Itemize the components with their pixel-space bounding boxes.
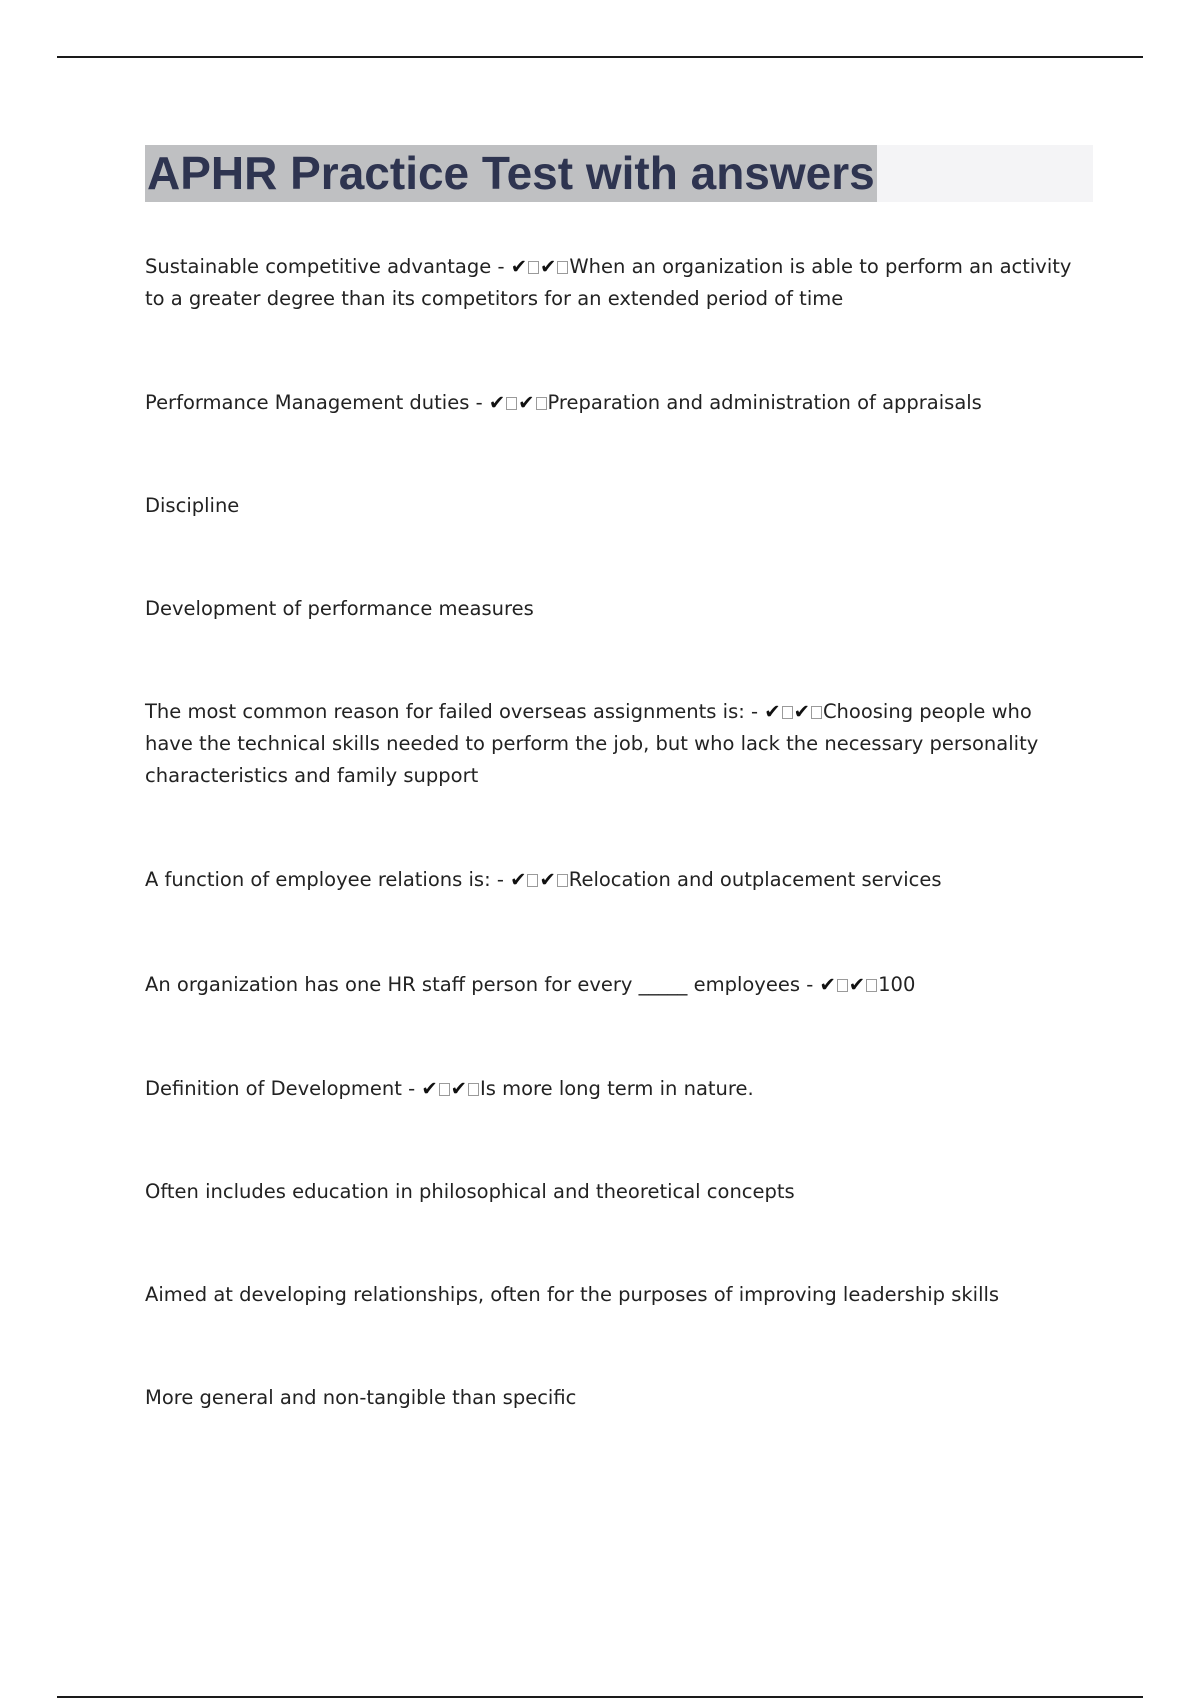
check-icon: ✔	[539, 868, 556, 891]
question-term: An organization has one HR staff person for every _____ employees -	[145, 973, 820, 996]
placeholder-box-icon	[506, 397, 517, 410]
answer-text: Choosing people who have the technical skills needed to perform the job, but who lack the necessary personality characteristics and family support	[145, 700, 1039, 787]
check-icon: ✔	[510, 255, 528, 278]
placeholder-box-icon	[782, 706, 793, 719]
placeholder-box-icon	[811, 706, 822, 719]
placeholder-box-icon	[527, 874, 538, 887]
qa-entry	[145, 387, 1075, 419]
continuation-line: More general and non-tangible than specific	[145, 1386, 577, 1409]
qa-entry	[145, 696, 1075, 792]
placeholder-box-icon	[557, 874, 568, 887]
check-icon: ✔	[540, 255, 557, 278]
answer-text: Is more long term in nature.	[480, 1077, 754, 1100]
check-icon: ✔	[421, 1077, 438, 1100]
placeholder-box-icon	[557, 261, 568, 274]
placeholder-box-icon	[528, 261, 539, 274]
continuation-line: Aimed at developing relationships, often for the purposes of improving leadership skills	[145, 1283, 1000, 1306]
answer-text: When an organization is able to perform an activity to a greater degree than its competitors for an extended period of time	[145, 255, 1072, 310]
qa-entry	[145, 1073, 1075, 1105]
question-term: Performance Management duties -	[145, 391, 489, 414]
check-icon: ✔	[764, 700, 781, 723]
qa-entry	[145, 251, 1075, 315]
header-rule	[57, 56, 1143, 58]
continuation-line: Discipline	[145, 494, 240, 517]
question-term: A function of employee relations is: -	[145, 868, 511, 891]
placeholder-box-icon	[837, 979, 848, 992]
question-term: Sustainable competitive advantage -	[145, 255, 511, 278]
check-icon: ✔	[450, 1077, 468, 1100]
check-icon: ✔	[518, 391, 535, 414]
continuation-line: Often includes education in philosophical and theoretical concepts	[145, 1180, 795, 1203]
check-icon: ✔	[848, 973, 866, 996]
answer-text: Relocation and outplacement services	[568, 868, 942, 891]
qa-entry	[145, 864, 1075, 896]
check-icon: ✔	[510, 868, 527, 891]
placeholder-box-icon	[866, 979, 877, 992]
check-icon: ✔	[793, 700, 810, 723]
document-title: APHR Practice Test with answers	[145, 145, 877, 202]
check-icon: ✔	[819, 973, 836, 996]
answer-text: 100	[878, 973, 916, 996]
footer-rule	[57, 1696, 1143, 1698]
placeholder-box-icon	[439, 1083, 450, 1096]
continuation-line: Development of performance measures	[145, 597, 534, 620]
placeholder-box-icon	[468, 1083, 479, 1096]
question-term: Definition of Development -	[145, 1077, 422, 1100]
placeholder-box-icon	[536, 397, 547, 410]
answer-text: Preparation and administration of appraisals	[547, 391, 982, 414]
check-icon: ✔	[488, 391, 506, 414]
question-term: The most common reason for failed overseas assignments is: -	[145, 700, 765, 723]
qa-entry	[145, 969, 1075, 1001]
